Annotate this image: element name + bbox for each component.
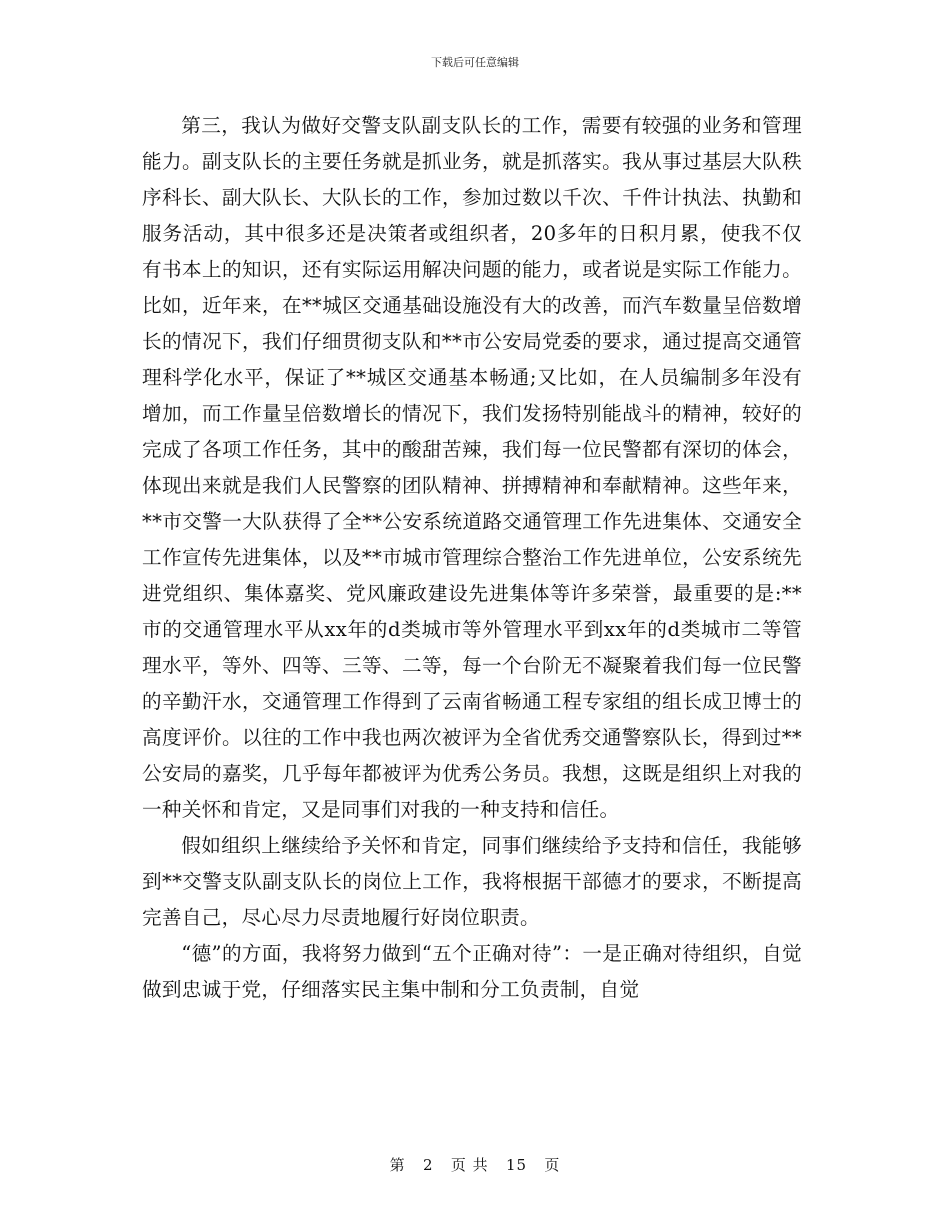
body-text [142,108,802,1008]
paragraph-3: “德”的方面，我将努力做到“五个正确对待”：一是正确对待组织，自觉做到忠诚于党，仔细落实民主集中制和分工负责制，自觉 [142,942,802,1001]
header-note: 下载后可任意编辑 [431,56,519,69]
current-page-number: 2 [422,1156,434,1174]
page-label-middle: 页 共 [450,1156,489,1174]
page-label-prefix: 第 [389,1156,406,1174]
page-footer [0,1154,950,1175]
paragraph-1: 第三，我认为做好交警支队副支队长的工作，需要有较强的业务和管理能力。副支队长的主要任务就是抓业务，就是抓落实。我从事过基层大队秩序科长、副大队长、大队长的工作，参加过数以千次、千件计执法、执勤和服务活动，其中很多还是决策者或组织者，20多年的日积月累，使我不仅有书本上的知识，还有实际运用解决问题的能力，或者说是实际工作能力。比如，近年来，在**城区交通基础设施没有大的改善，而汽车数量呈倍数增长的情况下，我们仔细贯彻支队和**市公安局党委的要求，通过提高交通管理科学化水平，保证了**城区交通基本畅通;又比如，在人员编制多年没有增加，而工作量呈倍数增长的情况下，我们发扬特别能战斗的精神，较好的完成了各项工作任务，其中的酸甜苦辣，我们每一位民警都有深切的体会，体现出来就是我们人民警察的团队精神、拼搏精神和奉献精神。这些年来，**市交警一大队获得了全**公安系统道路交通管理工作先进集体、交通安全工作宣传先进集体，以及**市城市管理综合整治工作先进单位，公安系统先进党组织、集体嘉奖、党风廉政建设先进集体等许多荣誉，最重要的是:**市的交通管理水平从xx年的d类城市等外管理水平到xx年的d类城市二等管理水平，等外、四等、三等、二等，每一个台阶无不凝聚着我们每一位民警的辛勤汗水，交通管理工作得到了云南省畅通工程专家组的组长成卫博士的高度评价。以往的工作中我也两次被评为全省优秀交通警察队长，得到过**公安局的嘉奖，几乎每年都被评为优秀公务员。我想，这既是组织上对我的一种关怀和肯定，又是同事们对我的一种支持和信任。 [142,114,802,821]
total-pages-number: 15 [505,1156,528,1174]
page-label-suffix: 页 [544,1156,561,1174]
paragraph-2: 假如组织上继续给予关怀和肯定，同事们继续给予支持和信任，我能够到**交警支队副支队长的岗位上工作，我将根据干部德才的要求，不断提高完善自己，尽心尽力尽责地履行好岗位职责。 [142,834,802,929]
